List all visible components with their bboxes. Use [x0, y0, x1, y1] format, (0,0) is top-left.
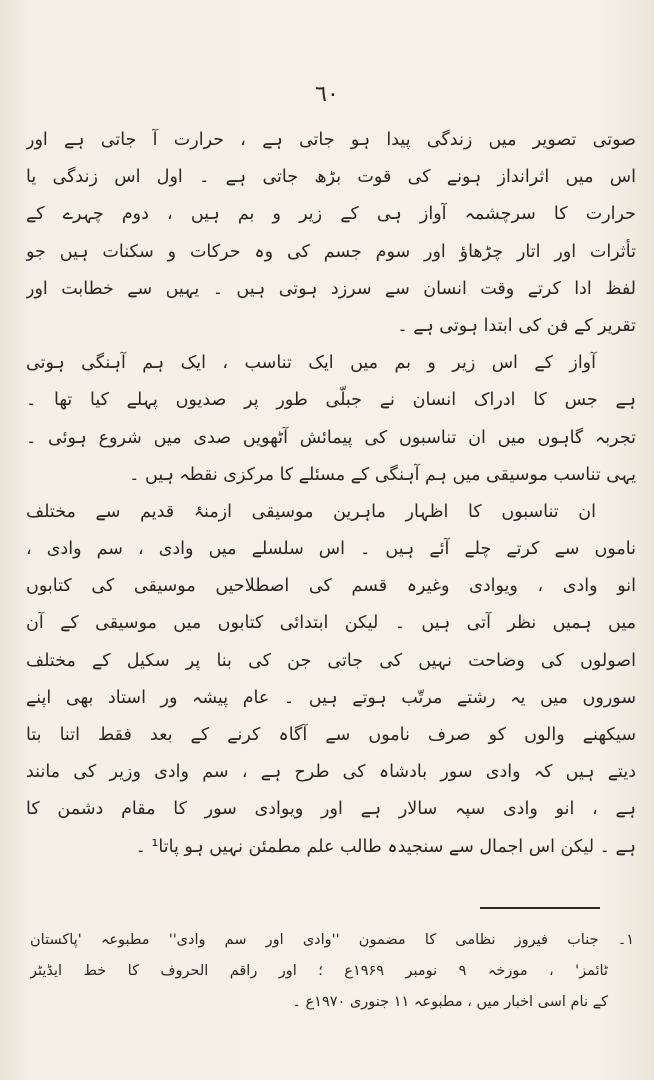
footnotes [30, 925, 634, 1018]
text-line: یہی تناسب موسیقی میں ہم آہنگی کے مسئلے کا مرکزی نقطہ ہیں ۔ [129, 464, 636, 485]
text-line: اصولوں کی وضاحت نہیں کی جاتی جن کی بنا پر سکیل کے مختلف [26, 650, 636, 671]
page-number: ٦٠ [315, 82, 339, 107]
footnote-line: کے نام اسی اخبار میں ، مطبوعہ ۱۱ جنوری ۱۹۷۰ع ۔ [292, 994, 608, 1010]
text-line: حرارت کا سرچشمہ آواز ہی کے زیر و بم ہیں ، دوم چہرے کے [26, 204, 636, 225]
text-line: ہے ، انو وادی سپہ سالار ہے اور ویوادی سور کا مقام دشمن کا [26, 799, 636, 820]
text-line: ہے ۔ لیکن اس اجمال سے سنجیدہ طالب علم مطمئن نہیں ہو پاتا¹ ۔ [135, 836, 636, 857]
text-line: ناموں سے کرتے چلے آئے ہیں ۔ اس سلسلے میں وادی ، سم وادی ، [26, 539, 636, 560]
text-line: ان تناسبوں کا اظہار ماہرین موسیقی ازمنۂ قدیم سے مختلف [26, 501, 596, 522]
text-line: تجربہ گاہوں میں ان تناسبوں کی پیمائش آٹھویں صدی میں شروع ہوئی ۔ [26, 427, 636, 448]
footnote-line: ۱۔ جناب فیروز نظامی کا مضمون ''وادی اور سم وادی'' مطبوعہ 'پاکستان [30, 932, 634, 948]
footnote-line: ٹائمز' ، مورخہ ۹ نومبر ۱۹۶۹ع ؛ اور راقم الحروف کا خط ایڈیٹر [30, 963, 608, 979]
text-line: تأثرات اور اتار چڑھاؤ اور سوم جسم کی وہ حرکات و سکنات ہیں جو [26, 241, 636, 262]
text-line: انو وادی ، ویوادی وغیرہ قسم کی اصطلاحیں موسیقی کی کتابوں [26, 576, 636, 597]
text-line: سوروں میں یہ رشتے مرتّب ہوتے ہیں ۔ عام پیشہ ور استاد بھی اپنے [26, 687, 636, 708]
text-line: ہے جس کا ادراک انسان نے جبلّی طور پر صدیوں پہلے کیا تھا ۔ [26, 390, 636, 411]
text-line: لفظ ادا کرتے وقت انسان سے سرزد ہوتی ہیں ۔ یہیں سے خطابت اور [26, 278, 636, 299]
text-line: تقریر کے فن کی ابتدا ہوتی ہے ۔ [397, 315, 636, 336]
body-text [26, 122, 636, 866]
text-line: سیکھنے والوں کو صرف ناموں سے آگاہ کرنے کے بعد فقط اتنا بتا [26, 725, 636, 745]
footnote-divider [480, 907, 600, 909]
text-line: اس میں اثرانداز ہونے کی قوت بڑھ جاتی ہے ۔ اول اس زندگی یا [26, 167, 636, 188]
text-line: صوتی تصویر میں زندگی پیدا ہو جاتی ہے ، حرارت آ جاتی ہے اور [26, 130, 636, 150]
text-line: دیتے ہیں کہ وادی سور بادشاہ کی طرح ہے ، سم وادی وزیر کی مانند [26, 762, 636, 783]
text-line: آواز کے اس زیر و بم میں ایک تناسب ، ایک ہم آہنگی ہوتی [26, 353, 596, 374]
text-line: میں ہمیں نظر آتی ہیں ۔ لیکن ابتدائی کتابوں میں موسیقی کے آن [26, 613, 636, 634]
